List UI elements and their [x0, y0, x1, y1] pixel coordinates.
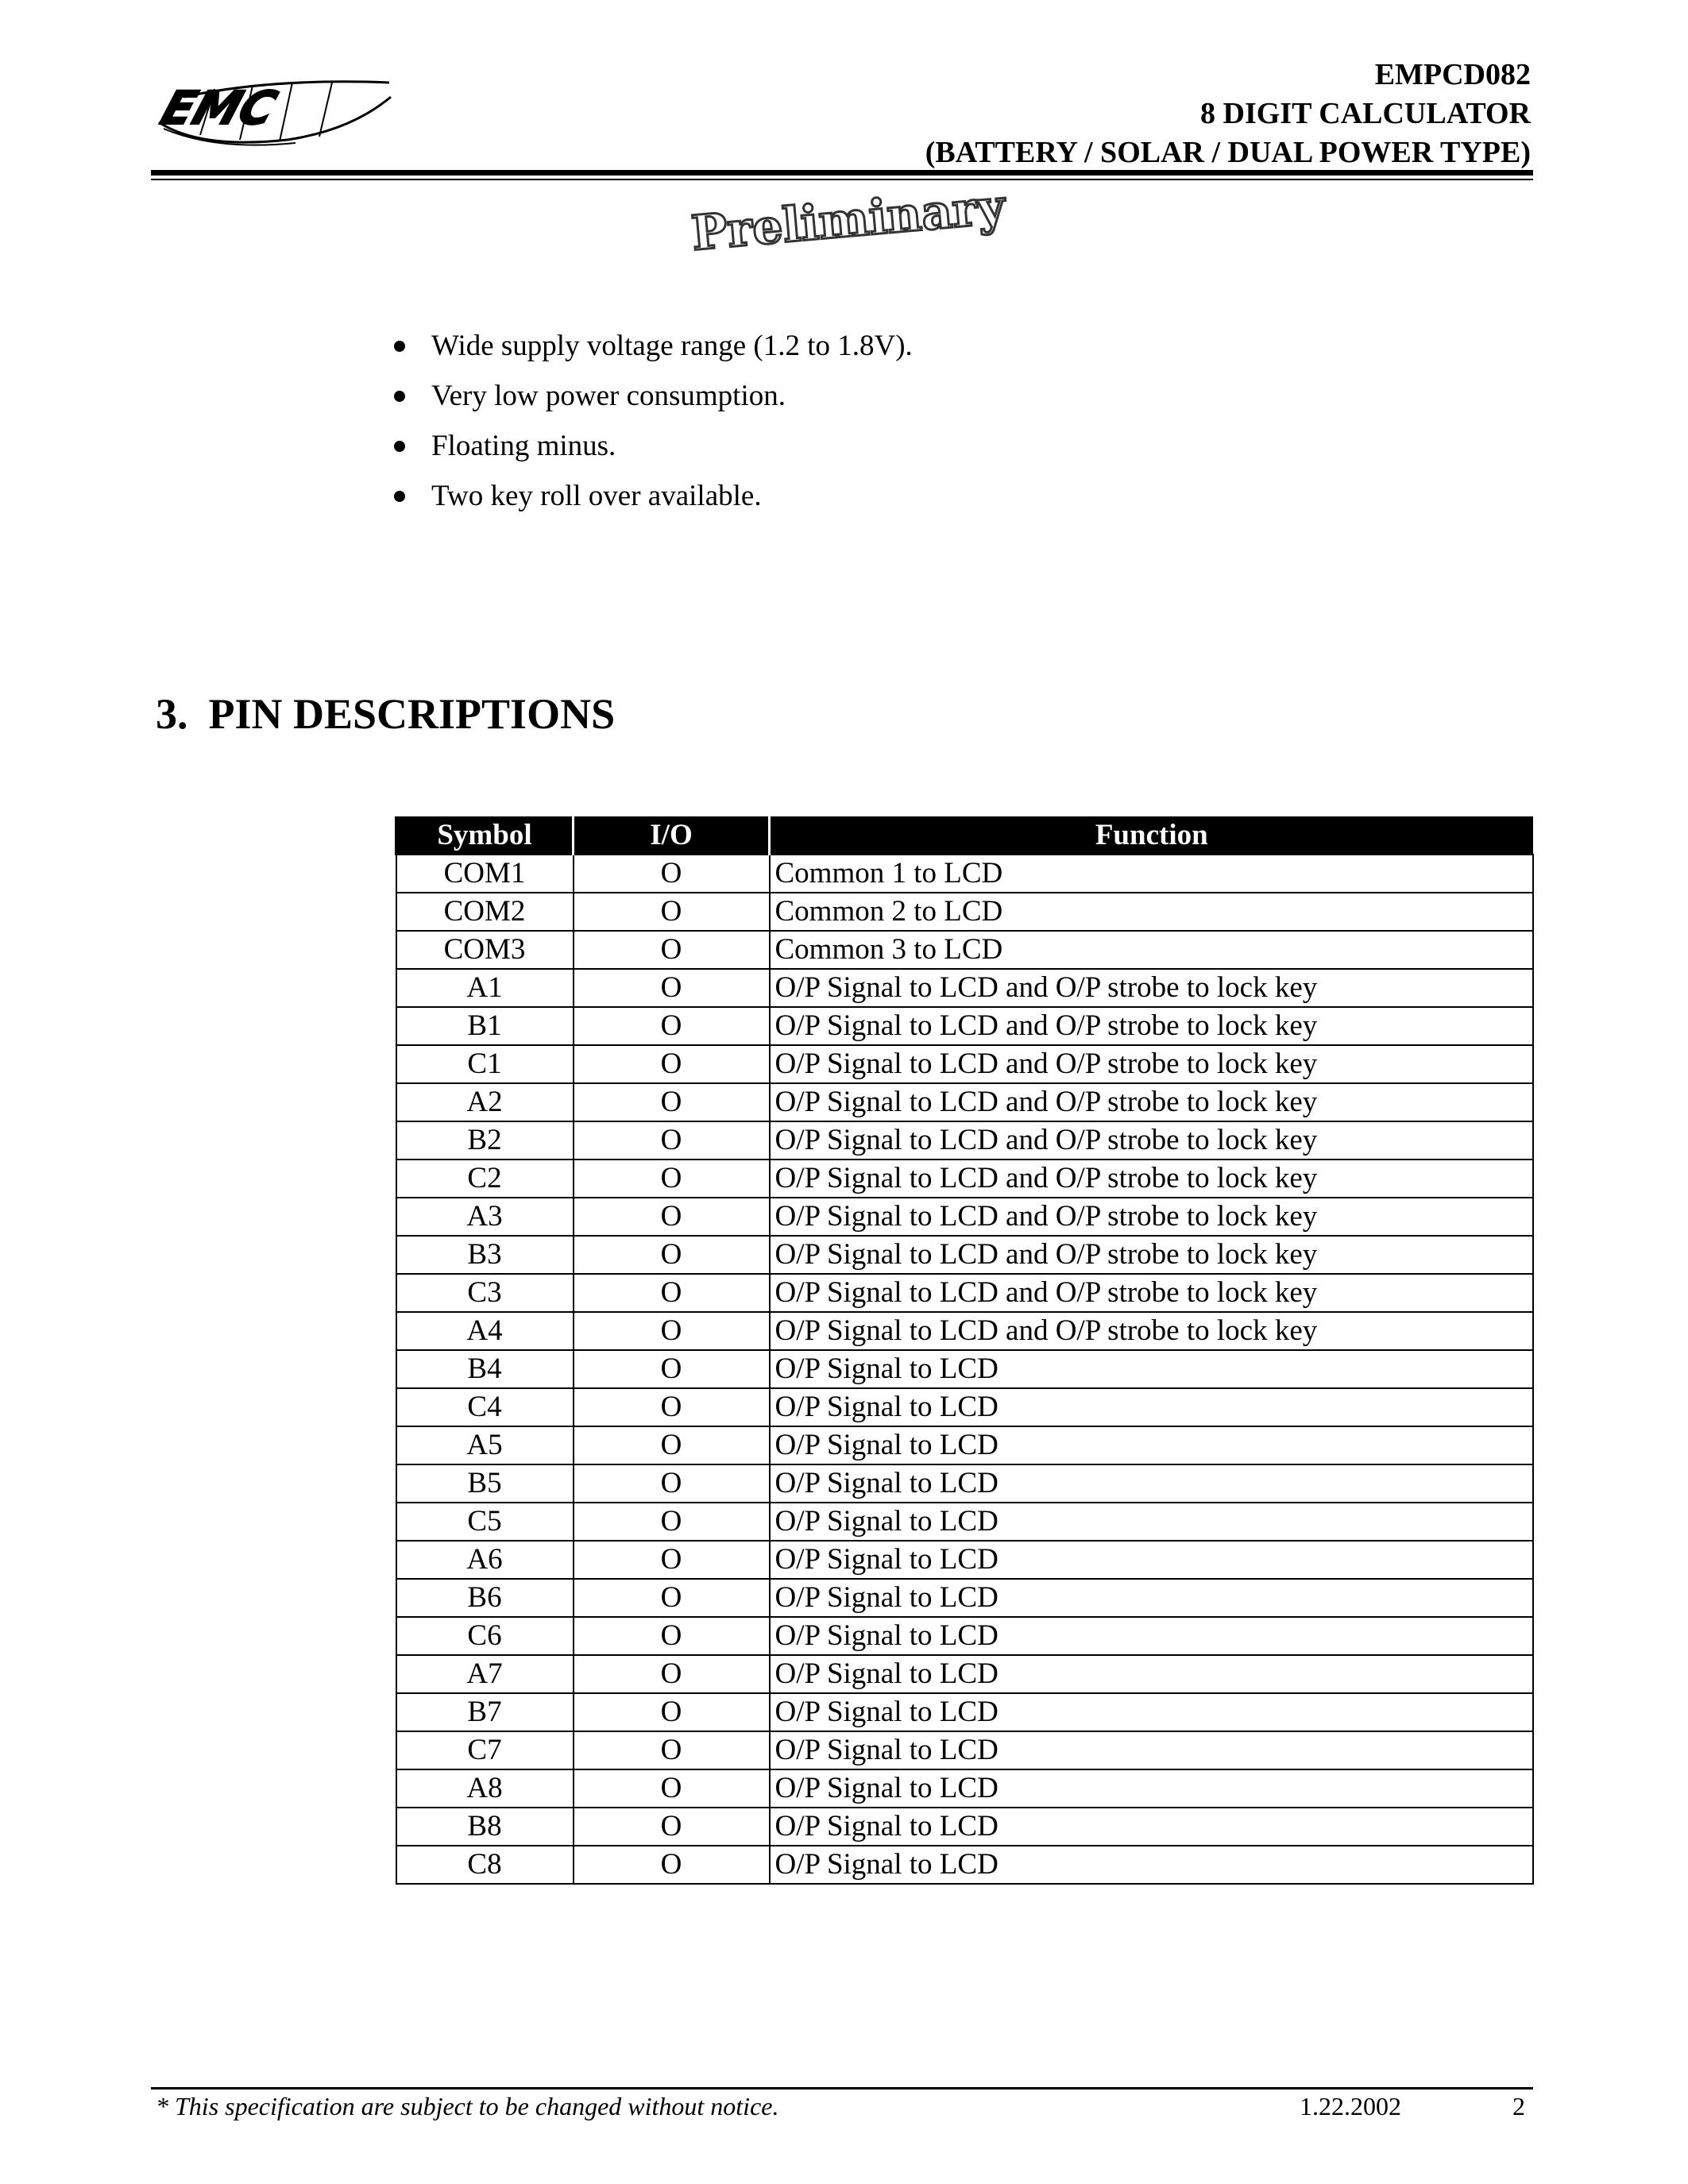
pin-io: O [574, 1160, 770, 1198]
footer-note: * This specification are subject to be changed without notice. [156, 2092, 779, 2120]
feature-item [389, 421, 913, 471]
pin-symbol: A8 [396, 1769, 574, 1808]
table-row [396, 1617, 1533, 1655]
pin-symbol: A7 [396, 1655, 574, 1693]
footer-date: 1.22.2002 [1300, 2092, 1401, 2120]
stamp-text: Preliminary [689, 179, 1008, 260]
emc-logo-graphic [153, 73, 399, 146]
pin-symbol: A3 [396, 1198, 574, 1236]
pin-symbol: A2 [396, 1083, 574, 1121]
pin-io: O [574, 1503, 770, 1541]
bullet-icon [394, 441, 405, 452]
pin-symbol: A1 [396, 969, 574, 1007]
table-row [396, 855, 1533, 893]
feature-item [389, 371, 913, 421]
table-row [396, 1464, 1533, 1503]
product-line: 8 DIGIT CALCULATOR [1200, 97, 1531, 130]
pin-function: O/P Signal to LCD [770, 1464, 1533, 1503]
feature-text: Very low power consumption. [431, 380, 786, 412]
pin-symbol: A6 [396, 1541, 574, 1579]
feature-list [389, 321, 913, 521]
section-number: 3. [156, 690, 188, 738]
table-row [396, 931, 1533, 969]
pin-symbol: C6 [396, 1617, 574, 1655]
pin-symbol: C3 [396, 1274, 574, 1312]
preliminary-stamp [685, 173, 1010, 260]
pin-function: O/P Signal to LCD and O/P strobe to lock key [770, 1160, 1533, 1198]
pin-function: O/P Signal to LCD and O/P strobe to lock key [770, 1312, 1533, 1350]
pin-description-table [395, 816, 1534, 1885]
pin-symbol: B3 [396, 1236, 574, 1274]
logo-text: EMC [154, 82, 284, 136]
pin-io: O [574, 1388, 770, 1426]
pin-io: O [574, 1617, 770, 1655]
footer-rule [151, 2087, 1533, 2089]
feature-text: Two key roll over available. [431, 480, 762, 512]
pin-io: O [574, 855, 770, 893]
pin-symbol: B5 [396, 1464, 574, 1503]
pin-io: O [574, 1846, 770, 1884]
pin-symbol: B8 [396, 1808, 574, 1846]
table-row [396, 893, 1533, 931]
pin-function: O/P Signal to LCD and O/P strobe to lock key [770, 1121, 1533, 1160]
pin-function: O/P Signal to LCD and O/P strobe to lock key [770, 1083, 1533, 1121]
preliminary-stamp-graphic [685, 173, 1010, 260]
pin-symbol: B1 [396, 1007, 574, 1045]
pin-function: Common 2 to LCD [770, 893, 1533, 931]
table-row [396, 1121, 1533, 1160]
pin-io: O [574, 1541, 770, 1579]
section-heading [156, 689, 615, 739]
pin-io: O [574, 1007, 770, 1045]
pin-io: O [574, 1693, 770, 1731]
pin-io: O [574, 969, 770, 1007]
header-io: I/O [574, 816, 770, 855]
pin-function: O/P Signal to LCD and O/P strobe to lock key [770, 969, 1533, 1007]
pin-function: O/P Signal to LCD [770, 1731, 1533, 1769]
pin-io: O [574, 1655, 770, 1693]
pin-io: O [574, 1236, 770, 1274]
pin-function: O/P Signal to LCD [770, 1579, 1533, 1617]
pin-symbol: C1 [396, 1045, 574, 1083]
table-row [396, 1655, 1533, 1693]
pin-io: O [574, 1121, 770, 1160]
table-row [396, 1007, 1533, 1045]
pin-function: O/P Signal to LCD [770, 1846, 1533, 1884]
pin-io: O [574, 1045, 770, 1083]
pin-function: O/P Signal to LCD and O/P strobe to lock key [770, 1045, 1533, 1083]
pin-function: O/P Signal to LCD [770, 1769, 1533, 1808]
section-title: PIN DESCRIPTIONS [208, 690, 616, 738]
feature-item [389, 321, 913, 371]
table-row [396, 1808, 1533, 1846]
pin-function: O/P Signal to LCD [770, 1617, 1533, 1655]
pin-symbol: B4 [396, 1350, 574, 1388]
feature-item [389, 471, 913, 521]
header-symbol: Symbol [396, 816, 574, 855]
pin-io: O [574, 1083, 770, 1121]
bullet-icon [394, 391, 405, 402]
table-row [396, 1160, 1533, 1198]
doc-number: EMPCD082 [1374, 58, 1531, 91]
pin-symbol: C7 [396, 1731, 574, 1769]
table-row [396, 1769, 1533, 1808]
pin-symbol: COM1 [396, 855, 574, 893]
emc-logo [153, 73, 399, 146]
table-row [396, 1731, 1533, 1769]
pin-function: O/P Signal to LCD and O/P strobe to lock key [770, 1007, 1533, 1045]
pin-io: O [574, 893, 770, 931]
pin-function: O/P Signal to LCD and O/P strobe to lock key [770, 1236, 1533, 1274]
table-row [396, 1312, 1533, 1350]
pin-io: O [574, 1464, 770, 1503]
pin-function: O/P Signal to LCD [770, 1541, 1533, 1579]
pin-function: O/P Signal to LCD [770, 1503, 1533, 1541]
table-row [396, 1426, 1533, 1464]
document-header [925, 56, 1531, 172]
pin-function: O/P Signal to LCD and O/P strobe to lock key [770, 1274, 1533, 1312]
pin-function: O/P Signal to LCD and O/P strobe to lock key [770, 1198, 1533, 1236]
header-function: Function [770, 816, 1533, 855]
table-row [396, 1579, 1533, 1617]
table-row [396, 1045, 1533, 1083]
pin-function: O/P Signal to LCD [770, 1808, 1533, 1846]
table-row [396, 1350, 1533, 1388]
pin-function: O/P Signal to LCD [770, 1655, 1533, 1693]
pin-symbol: B6 [396, 1579, 574, 1617]
table-row [396, 1236, 1533, 1274]
table-row [396, 1274, 1533, 1312]
table-row [396, 1388, 1533, 1426]
pin-io: O [574, 1579, 770, 1617]
pin-io: O [574, 1198, 770, 1236]
pin-function: O/P Signal to LCD [770, 1350, 1533, 1388]
table-row [396, 1846, 1533, 1884]
pin-symbol: B7 [396, 1693, 574, 1731]
pin-io: O [574, 931, 770, 969]
table-body [396, 855, 1533, 1884]
pin-io: O [574, 1426, 770, 1464]
pin-symbol: C5 [396, 1503, 574, 1541]
table-row [396, 1541, 1533, 1579]
table-row [396, 969, 1533, 1007]
pin-symbol: COM3 [396, 931, 574, 969]
pin-symbol: COM2 [396, 893, 574, 931]
pin-function: Common 3 to LCD [770, 931, 1533, 969]
pin-io: O [574, 1731, 770, 1769]
pin-function: O/P Signal to LCD [770, 1388, 1533, 1426]
table-header-row [396, 816, 1533, 855]
table-row [396, 1503, 1533, 1541]
feature-text: Wide supply voltage range (1.2 to 1.8V). [431, 330, 913, 362]
pin-io: O [574, 1808, 770, 1846]
table-row [396, 1083, 1533, 1121]
feature-text: Floating minus. [431, 430, 616, 462]
power-type: (BATTERY / SOLAR / DUAL POWER TYPE) [925, 136, 1531, 169]
pin-function: O/P Signal to LCD [770, 1693, 1533, 1731]
pin-io: O [574, 1274, 770, 1312]
pin-symbol: A4 [396, 1312, 574, 1350]
bullet-icon [394, 341, 405, 352]
table-row [396, 1693, 1533, 1731]
table-row [396, 1198, 1533, 1236]
pin-symbol: C8 [396, 1846, 574, 1884]
pin-io: O [574, 1350, 770, 1388]
pin-function: Common 1 to LCD [770, 855, 1533, 893]
bullet-icon [394, 491, 405, 502]
pin-symbol: B2 [396, 1121, 574, 1160]
pin-function: O/P Signal to LCD [770, 1426, 1533, 1464]
pin-symbol: C2 [396, 1160, 574, 1198]
pin-io: O [574, 1769, 770, 1808]
page-number: 2 [1512, 2092, 1525, 2120]
pin-symbol: A5 [396, 1426, 574, 1464]
pin-symbol: C4 [396, 1388, 574, 1426]
pin-io: O [574, 1312, 770, 1350]
